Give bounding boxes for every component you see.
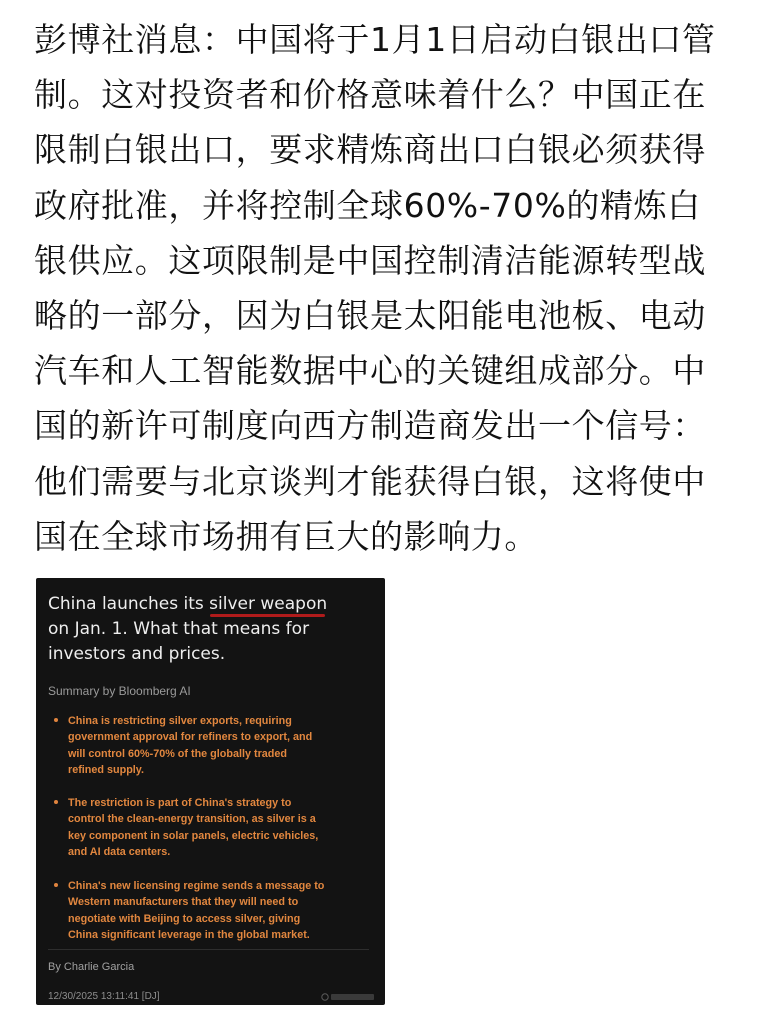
bullet-text: [68, 878, 378, 944]
bullet-line: Western manufacturers that they will need to: [68, 896, 299, 909]
bullet-text: [68, 795, 378, 861]
article-headline: [48, 592, 378, 667]
bullet-line: key component in solar panels, electric vehicles,: [68, 829, 319, 842]
post-text-line: 彭博社消息：中国将于1月1日启动白银出口管: [34, 20, 716, 59]
bullet-line: negotiate with Beijing to access silver, giving: [68, 912, 301, 925]
bullet-line: China is restricting silver exports, requiring: [68, 715, 292, 727]
headline-line-2: on Jan. 1. What that means for: [48, 619, 310, 639]
bullet-line: and AI data centers.: [68, 846, 171, 859]
bullet-text: [68, 713, 378, 779]
bullet-line: government approval for refiners to export, and: [68, 731, 313, 744]
bullet-dot-icon: [54, 800, 58, 804]
summary-label: Summary by Bloomberg AI: [48, 684, 191, 698]
post-text-line: 国的新许可制度向西方制造商发出一个信号：: [34, 406, 706, 446]
bullet-line: The restriction is part of China's strategy to: [68, 797, 292, 809]
post-text-line: 汽车和人工智能数据中心的关键组成部分。中: [34, 351, 706, 391]
post-text-line: 政府批准，并将控制全球60%-70%的精炼白: [34, 185, 701, 225]
post-text-line: 限制白银出口，要求精炼商出口白银必须获得: [34, 130, 706, 170]
bullet-line: refined supply.: [68, 764, 144, 777]
post-body: [34, 12, 734, 564]
post-text-line: 略的一部分，因为白银是太阳能电池板、电动: [34, 296, 706, 336]
article-timestamp: 12/30/2025 13:11:41 [DJ]: [48, 991, 160, 1002]
post-text-line: 制。这对投资者和价格意味着什么？中国正在: [34, 75, 706, 115]
post-text-line: 他们需要与北京谈判才能获得白银，这将使中: [34, 461, 706, 501]
divider: [48, 949, 369, 950]
headline-highlight: silver weapon: [209, 592, 327, 617]
bullet-dot-icon: [54, 718, 58, 722]
bullet-line: will control 60%-70% of the globally traded: [68, 747, 287, 760]
bullet-line: control the clean-energy transition, as silver is a: [68, 813, 316, 826]
bullet-line: China significant leverage in the global market.: [68, 929, 310, 942]
article-byline: By Charlie Garcia: [48, 961, 135, 973]
embedded-article-screenshot[interactable]: [36, 578, 385, 1005]
post-text-line: 国在全球市场拥有巨大的影响力。: [34, 516, 538, 556]
headline-line-3: investors and prices.: [48, 644, 226, 664]
headline-line-1: [48, 592, 378, 617]
bullet-dot-icon: [54, 883, 58, 887]
headline-text: China launches its: [48, 594, 210, 614]
watermark-icon: [320, 991, 376, 1003]
post-text-line: 银供应。这项限制是中国控制清洁能源转型战: [34, 240, 706, 280]
bullet-line: China's new licensing regime sends a message to: [68, 880, 325, 892]
